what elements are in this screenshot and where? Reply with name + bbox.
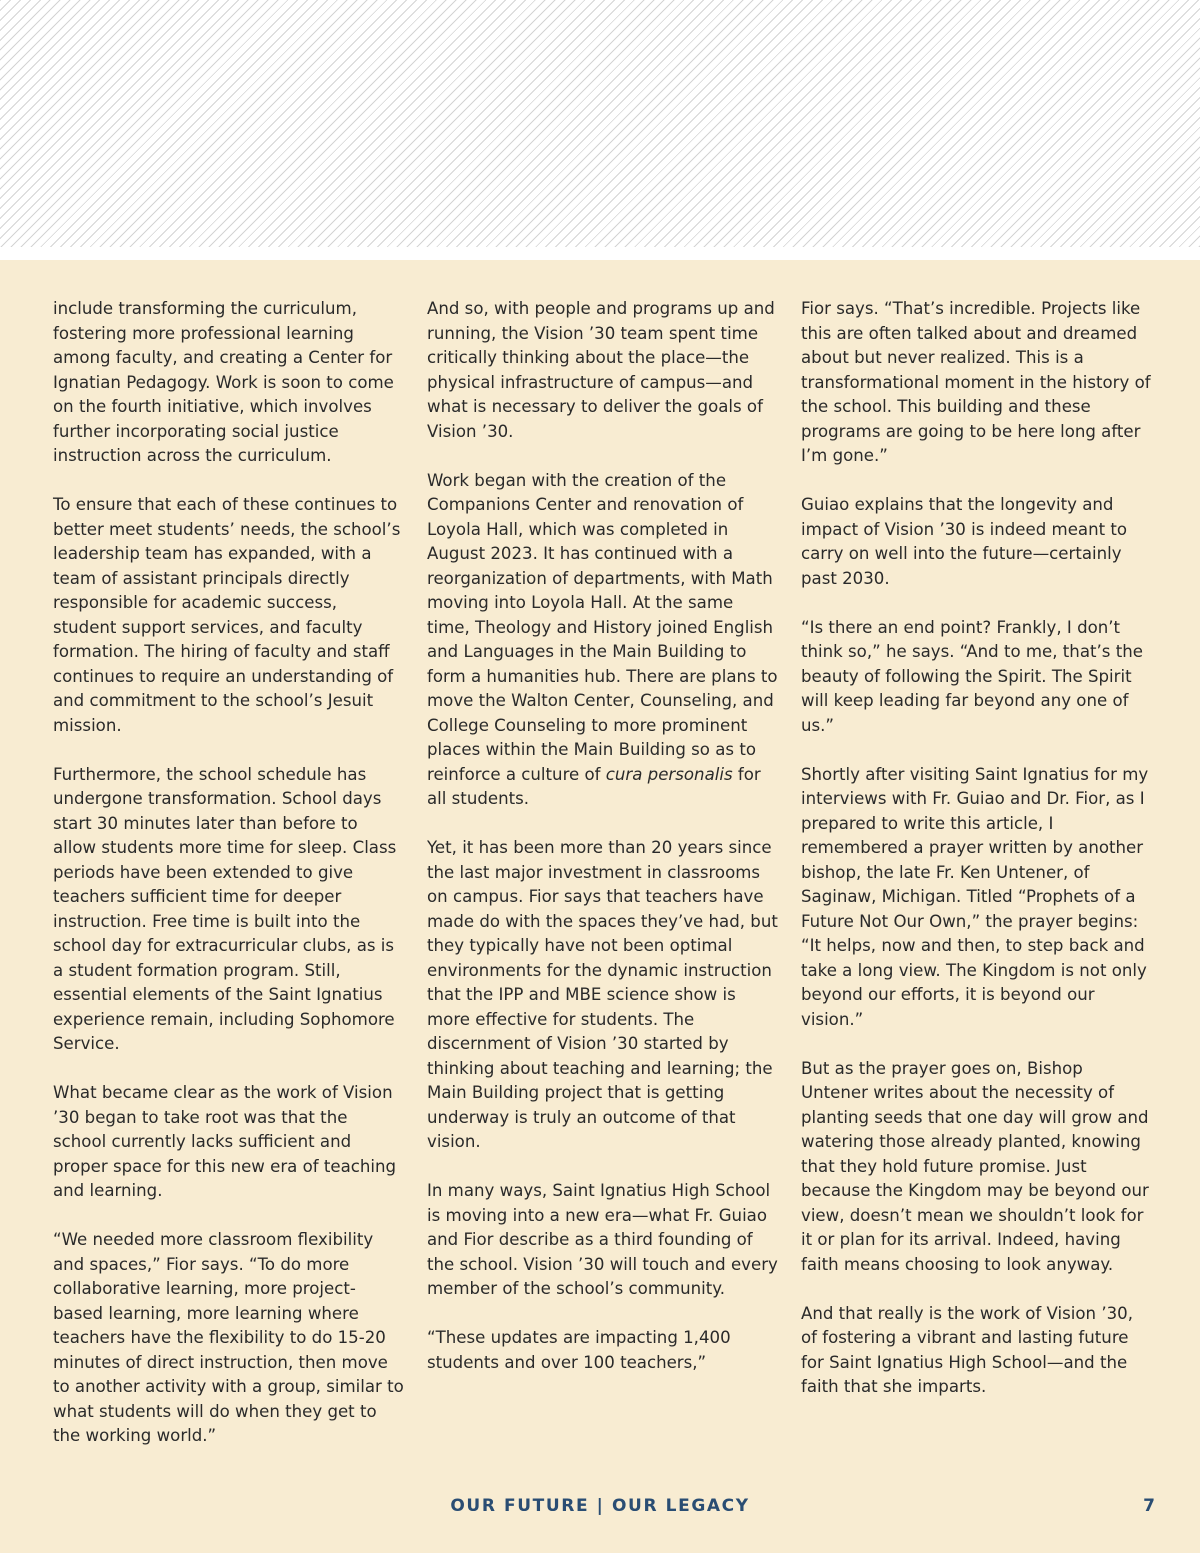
paragraph: But as the prayer goes on, Bishop Untener writes about the necessity of planting seeds that one day will grow and watering those already planted, knowing that they hold future promise. Just because the Kingdom may be beyond our view, doesn’t mean we shouldn’t look for it or plan for its arrival. Indeed, having faith means choosing to look anyway. bbox=[801, 1058, 1149, 1274]
article-column-1 bbox=[53, 297, 405, 1449]
decorative-header-pattern bbox=[0, 0, 1200, 247]
article-column-2 bbox=[427, 297, 779, 1449]
paragraph: Yet, it has been more than 20 years since the last major investment in classrooms on campus. Fior says that teachers have made do with the spaces they’ve had, but they typically have not been optimal environments for the dynamic instruction that the IPP and MBE science show is more effective for students. The discernment of Vision ’30 started by thinking about teaching and learning; the Main Building project that is getting underway is truly an outcome of that vision. bbox=[427, 838, 778, 1151]
paragraph: “These updates are impacting 1,400 students and over 100 teachers,” bbox=[427, 1328, 731, 1372]
page-number: 7 bbox=[1143, 1496, 1155, 1516]
paragraph: To ensure that each of these continues to better meet students’ needs, the school’s leadership team has expanded, with a team of assistant principals directly responsible for academic success, student support services, and faculty formation. The hiring of faculty and staff continues to require an understanding of and commitment to the school’s Jesuit mission. bbox=[53, 495, 401, 735]
paragraph: And so, with people and programs up and running, the Vision ’30 team spent time critically thinking about the place—the physical infrastructure of campus—and what is necessary to deliver the goals of Vision ’30. bbox=[427, 299, 775, 441]
header-divider bbox=[0, 247, 1200, 260]
article-body bbox=[53, 297, 1153, 1449]
paragraph bbox=[427, 469, 779, 812]
paragraph: “We needed more classroom flexibility and spaces,” Fior says. “To do more collaborative learning, more project-based learning, more learning where teachers have the flexibility to do 15-20 minutes of direct instruction, then move to another activity with a group, similar to what students will do when they get to the working world.” bbox=[53, 1230, 404, 1445]
paragraph: And that really is the work of Vision ’30, of fostering a vibrant and lasting future for Saint Ignatius High School—and the faith that she imparts. bbox=[801, 1303, 1133, 1396]
paragraph: include transforming the curriculum, fostering more professional learning among faculty, and creating a Center for Ignatian Pedagogy. Work is soon to come on the fourth initiative, which involves further incorporating social justice instruction across the curriculum. bbox=[53, 299, 394, 465]
paragraph: Furthermore, the school schedule has undergone transformation. School days start 30 minutes later than before to allow students more time for sleep. Class periods have been extended to give teachers sufficient time for deeper instruction. Free time is built into the school day for extracurricular clubs, as is a student formation program. Still, essential elements of the Saint Ignatius experience remain, including Sophomore Service. bbox=[53, 764, 397, 1053]
paragraph: Fior says. “That’s incredible. Projects like this are often talked about and dreamed about but never realized. This is a transformational moment in the history of the school. This building and these programs are going to be here long after I’m gone.” bbox=[801, 299, 1151, 465]
footer-title: OUR FUTURE | OUR LEGACY bbox=[450, 1496, 750, 1516]
paragraph: Guiao explains that the longevity and impact of Vision ’30 is indeed meant to carry on well into the future—certainly past 2030. bbox=[801, 495, 1128, 588]
paragraph-text: Work began with the creation of the Companions Center and renovation of Loyola Hall, which was completed in August 2023. It has continued with a reorganization of departments, with Math moving into Loyola Hall. At the same time, Theology and History joined English and Languages in the Main Building to form a humanities hub. There are plans to move the Walton Center, Counseling, and College Counseling to more prominent places within the Main Building so as to reinforce a culture of bbox=[427, 470, 778, 784]
italic-term: cura personalis bbox=[605, 764, 733, 784]
paragraph: Shortly after visiting Saint Ignatius for my interviews with Fr. Guiao and Dr. Fior, as I prepared to write this article, I remembered a prayer written by another bishop, the late Fr. Ken Untener, of Saginaw, Michigan. Titled “Prophets of a Future Not Our Own,” the prayer begins: “It helps, now and then, to step back and take a long view. The Kingdom is not only beyond our efforts, it is beyond our vision.” bbox=[801, 764, 1149, 1029]
article-column-3 bbox=[801, 297, 1153, 1449]
paragraph: What became clear as the work of Vision ’30 began to take root was that the school currently lacks sufficient and proper space for this new era of teaching and learning. bbox=[53, 1083, 397, 1200]
paragraph-text: for all students. bbox=[427, 764, 761, 808]
paragraph: “Is there an end point? Frankly, I don’t think so,” he says. “And to me, that’s the beauty of following the Spirit. The Spirit will keep leading far beyond any one of us.” bbox=[801, 617, 1143, 735]
paragraph: In many ways, Saint Ignatius High School is moving into a new era—what Fr. Guiao and Fior describe as a third founding of the school. Vision ’30 will touch and every member of the school’s community. bbox=[427, 1181, 778, 1298]
